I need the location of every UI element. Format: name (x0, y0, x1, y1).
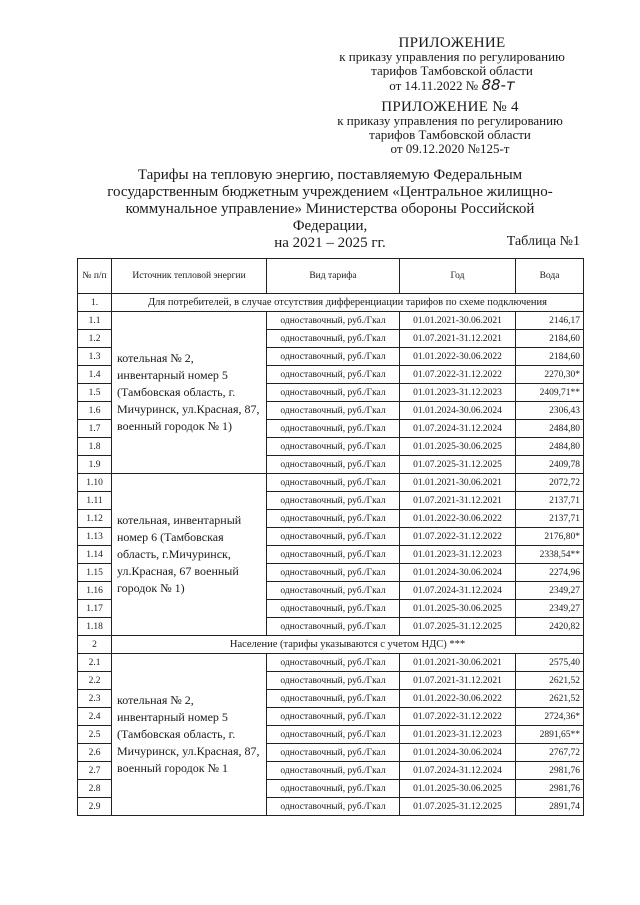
tariff-period: 01.07.2022-31.12.2022 (400, 366, 516, 384)
tariff-value: 2270,30* (516, 366, 584, 384)
table-row (78, 312, 584, 330)
tariff-value: 2137,71 (516, 492, 584, 510)
tariff-period: 01.07.2024-31.12.2024 (400, 762, 516, 780)
tariff-period: 01.07.2021-31.12.2021 (400, 330, 516, 348)
tariff-period: 01.07.2021-31.12.2021 (400, 492, 516, 510)
table-header-row (78, 259, 584, 294)
tariff-period: 01.01.2025-30.06.2025 (400, 780, 516, 798)
tariff-value: 2184,60 (516, 330, 584, 348)
tariff-period: 01.01.2021-30.06.2021 (400, 312, 516, 330)
tariff-type: одноставочный, руб./Гкал (267, 780, 400, 798)
tariff-type: одноставочный, руб./Гкал (267, 366, 400, 384)
row-number: 2.4 (78, 708, 112, 726)
tariff-type: одноставочный, руб./Гкал (267, 546, 400, 564)
tariff-table (77, 258, 584, 816)
row-number: 1.2 (78, 330, 112, 348)
row-number: 2.3 (78, 690, 112, 708)
tariff-value: 2349,27 (516, 582, 584, 600)
tariff-value: 2891,65** (516, 726, 584, 744)
tariff-type: одноставочный, руб./Гкал (267, 384, 400, 402)
appendix-date: от 14.11.2022 № (389, 78, 479, 93)
col-header-year: Год (400, 259, 516, 294)
tariff-value: 2484,80 (516, 420, 584, 438)
appendix-4-line-2: тарифов Тамбовской области (369, 127, 531, 142)
tariff-value: 2184,60 (516, 348, 584, 366)
tariff-type: одноставочный, руб./Гкал (267, 510, 400, 528)
tariff-type: одноставочный, руб./Гкал (267, 726, 400, 744)
title-line-4: на 2021 – 2025 гг. (274, 235, 386, 251)
section-title: Для потребителей, в случае отсутствия дифференциации тарифов по схеме подключения (112, 294, 584, 312)
tariff-type: одноставочный, руб./Гкал (267, 456, 400, 474)
tariff-period: 01.01.2023-31.12.2023 (400, 726, 516, 744)
row-number: 1.6 (78, 402, 112, 420)
col-header-source: Источник тепловой энергии (112, 259, 267, 294)
tariff-type: одноставочный, руб./Гкал (267, 492, 400, 510)
tariff-period: 01.01.2022-30.06.2022 (400, 348, 516, 366)
row-number: 2.1 (78, 654, 112, 672)
tariff-value: 2724,36* (516, 708, 584, 726)
tariff-value: 2621,52 (516, 690, 584, 708)
tariff-value: 2409,78 (516, 456, 584, 474)
tariff-type: одноставочный, руб./Гкал (267, 600, 400, 618)
tariff-period: 01.01.2022-30.06.2022 (400, 690, 516, 708)
tariff-value: 2484,80 (516, 438, 584, 456)
tariff-type: одноставочный, руб./Гкал (267, 348, 400, 366)
tariff-period: 01.01.2025-30.06.2025 (400, 438, 516, 456)
row-number: 2.5 (78, 726, 112, 744)
tariff-type: одноставочный, руб./Гкал (267, 474, 400, 492)
tariff-period: 01.07.2021-31.12.2021 (400, 672, 516, 690)
tariff-period: 01.01.2025-30.06.2025 (400, 600, 516, 618)
tariff-value: 2137,71 (516, 510, 584, 528)
tariff-value: 2767,72 (516, 744, 584, 762)
title-line-2: государственным бюджетным учреждением «Центральное жилищно- (107, 184, 553, 200)
tariff-period: 01.01.2024-30.06.2024 (400, 744, 516, 762)
row-number: 2.2 (78, 672, 112, 690)
tariff-period: 01.07.2025-31.12.2025 (400, 798, 516, 816)
tariff-type: одноставочный, руб./Гкал (267, 672, 400, 690)
tariff-type: одноставочный, руб./Гкал (267, 330, 400, 348)
section-number: 2 (78, 636, 112, 654)
tariff-period: 01.07.2024-31.12.2024 (400, 420, 516, 438)
tariff-type: одноставочный, руб./Гкал (267, 690, 400, 708)
section-number: 1. (78, 294, 112, 312)
appendix-line-3 (322, 78, 582, 93)
row-number: 1.16 (78, 582, 112, 600)
tariff-value: 2981,76 (516, 762, 584, 780)
tariff-type: одноставочный, руб./Гкал (267, 744, 400, 762)
heat-source: котельная № 2, инвентарный номер 5 (Тамбовская область, г. Мичуринск, ул.Красная, 87, военный городок № 1 (112, 654, 267, 816)
tariff-period: 01.07.2024-31.12.2024 (400, 582, 516, 600)
tariff-value: 2575,40 (516, 654, 584, 672)
heat-source: котельная № 2, инвентарный номер 5 (Тамбовская область, г. Мичуринск, ул.Красная, 87, военный городок № 1) (112, 312, 267, 474)
appendix-line-2: тарифов Тамбовской области (371, 63, 533, 78)
tariff-period: 01.07.2025-31.12.2025 (400, 456, 516, 474)
tariff-value: 2176,80* (516, 528, 584, 546)
tariff-type: одноставочный, руб./Гкал (267, 564, 400, 582)
row-number: 2.8 (78, 780, 112, 798)
tariff-type: одноставочный, руб./Гкал (267, 528, 400, 546)
row-number: 1.14 (78, 546, 112, 564)
col-header-water: Вода (516, 259, 584, 294)
table-label: Таблица №1 (506, 234, 580, 249)
tariff-type: одноставочный, руб./Гкал (267, 798, 400, 816)
tariff-value: 2306,43 (516, 402, 584, 420)
tariff-value: 2274,96 (516, 564, 584, 582)
tariff-value: 2891,74 (516, 798, 584, 816)
row-number: 1.8 (78, 438, 112, 456)
tariff-period: 01.01.2022-30.06.2022 (400, 510, 516, 528)
tariff-value: 2621,52 (516, 672, 584, 690)
tariff-value: 2409,71** (516, 384, 584, 402)
tariff-period: 01.01.2024-30.06.2024 (400, 402, 516, 420)
tariff-type: одноставочный, руб./Гкал (267, 618, 400, 636)
tariff-type: одноставочный, руб./Гкал (267, 654, 400, 672)
tariff-type: одноставочный, руб./Гкал (267, 762, 400, 780)
tariff-value: 2338,54** (516, 546, 584, 564)
row-number: 1.5 (78, 384, 112, 402)
section-row (78, 636, 584, 654)
tariff-value: 2072,72 (516, 474, 584, 492)
row-number: 1.4 (78, 366, 112, 384)
tariff-type: одноставочный, руб./Гкал (267, 402, 400, 420)
table-row (78, 474, 584, 492)
tariff-period: 01.01.2023-31.12.2023 (400, 546, 516, 564)
appendix-title: ПРИЛОЖЕНИЕ (398, 35, 506, 51)
tariff-value: 2349,27 (516, 600, 584, 618)
tariff-type: одноставочный, руб./Гкал (267, 312, 400, 330)
appendix-4-line-1: к приказу управления по регулированию (337, 113, 563, 128)
tariff-period: 01.01.2024-30.06.2024 (400, 564, 516, 582)
table-row (78, 654, 584, 672)
handwritten-order-number: 88-т (481, 76, 515, 94)
tariff-type: одноставочный, руб./Гкал (267, 438, 400, 456)
heat-source: котельная, инвентарный номер 6 (Тамбовская область, г.Мичуринск, ул.Красная, 67 военный городок № 1) (112, 474, 267, 636)
row-number: 1.1 (78, 312, 112, 330)
section-row (78, 294, 584, 312)
row-number: 1.15 (78, 564, 112, 582)
col-header-num: № п/п (78, 259, 112, 294)
row-number: 1.17 (78, 600, 112, 618)
tariff-period: 01.07.2025-31.12.2025 (400, 618, 516, 636)
appendix-4-line-3: от 09.12.2020 №125-т (390, 141, 510, 156)
tariff-period: 01.01.2021-30.06.2021 (400, 474, 516, 492)
tariff-value: 2981,76 (516, 780, 584, 798)
tariff-period: 01.07.2022-31.12.2022 (400, 528, 516, 546)
tariff-period: 01.01.2023-31.12.2023 (400, 384, 516, 402)
row-number: 2.9 (78, 798, 112, 816)
row-number: 1.9 (78, 456, 112, 474)
row-number: 1.18 (78, 618, 112, 636)
row-number: 1.11 (78, 492, 112, 510)
tariff-period: 01.01.2021-30.06.2021 (400, 654, 516, 672)
appendix-line-1: к приказу управления по регулированию (339, 49, 565, 64)
table-body (78, 294, 584, 816)
row-number: 2.7 (78, 762, 112, 780)
row-number: 2.6 (78, 744, 112, 762)
appendix-header (322, 36, 582, 93)
title-line-1: Тарифы на тепловую энергию, поставляемую Федеральным (137, 167, 523, 183)
row-number: 1.7 (78, 420, 112, 438)
tariff-value: 2420,82 (516, 618, 584, 636)
tariff-period: 01.07.2022-31.12.2022 (400, 708, 516, 726)
row-number: 1.12 (78, 510, 112, 528)
tariff-type: одноставочный, руб./Гкал (267, 708, 400, 726)
row-number: 1.10 (78, 474, 112, 492)
tariff-type: одноставочный, руб./Гкал (267, 420, 400, 438)
appendix-4-title: ПРИЛОЖЕНИЕ № 4 (381, 99, 519, 115)
tariff-type: одноставочный, руб./Гкал (267, 582, 400, 600)
title-line-3: коммунальное управление» Министерства обороны Российской Федерации, (125, 201, 535, 234)
document-title (95, 167, 565, 252)
appendix-4-header (320, 100, 580, 156)
tariff-value: 2146,17 (516, 312, 584, 330)
section-title: Население (тарифы указываются с учетом НДС) *** (112, 636, 584, 654)
row-number: 1.3 (78, 348, 112, 366)
col-header-type: Вид тарифа (267, 259, 400, 294)
row-number: 1.13 (78, 528, 112, 546)
